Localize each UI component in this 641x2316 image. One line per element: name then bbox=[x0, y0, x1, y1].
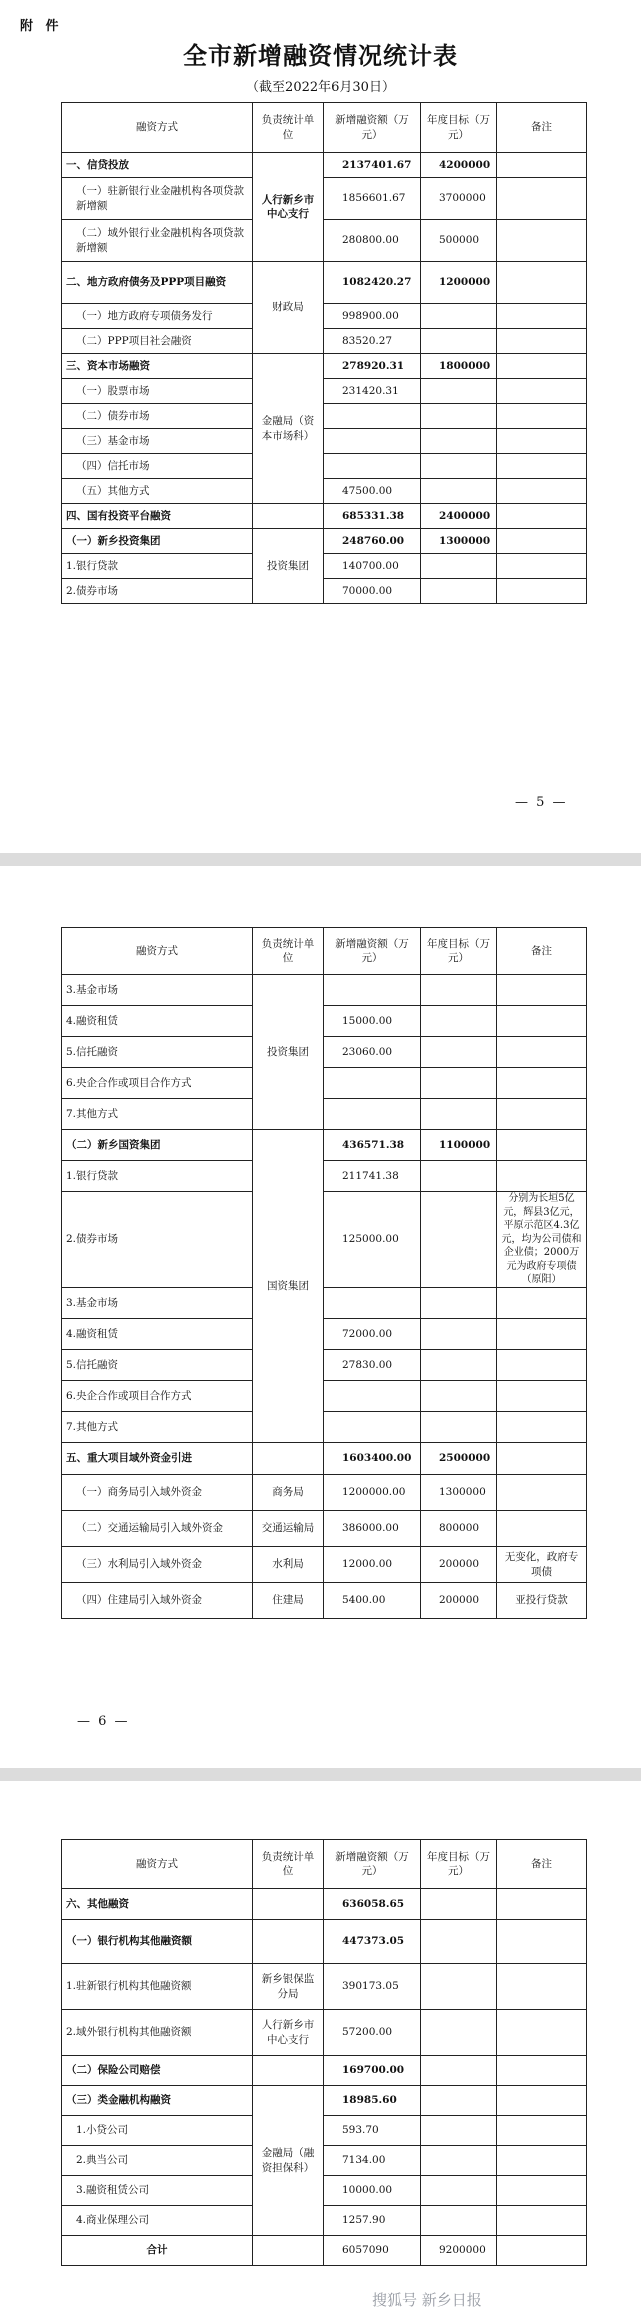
row-goal: 800000 bbox=[421, 1511, 497, 1547]
table-row bbox=[62, 354, 587, 379]
row-method: （一）股票市场 bbox=[62, 379, 253, 404]
row-note: 无变化，政府专项债 bbox=[497, 1547, 587, 1583]
row-goal: 2400000 bbox=[421, 504, 497, 529]
row-method: （二）保险公司赔偿 bbox=[62, 2056, 253, 2086]
table-row bbox=[62, 304, 587, 329]
row-amount: 280800.00 bbox=[324, 220, 421, 262]
col-header-goal: 年度目标（万元） bbox=[421, 928, 497, 975]
row-unit bbox=[253, 1443, 324, 1475]
row-unit: 人行新乡市中心支行 bbox=[253, 153, 324, 262]
row-unit: 住建局 bbox=[253, 1583, 324, 1619]
table-row bbox=[62, 1583, 587, 1619]
row-goal bbox=[421, 1381, 497, 1412]
row-note bbox=[497, 2116, 587, 2146]
row-note bbox=[497, 579, 587, 604]
table-row bbox=[62, 1964, 587, 2010]
row-note bbox=[497, 1068, 587, 1099]
row-amount: 15000.00 bbox=[324, 1006, 421, 1037]
row-amount: 6057090 bbox=[324, 2236, 421, 2266]
row-amount bbox=[324, 1381, 421, 1412]
row-note bbox=[497, 1350, 587, 1381]
row-goal: 1300000 bbox=[421, 529, 497, 554]
row-unit bbox=[253, 504, 324, 529]
row-amount: 390173.05 bbox=[324, 1964, 421, 2010]
col-header-goal: 年度目标（万元） bbox=[421, 1840, 497, 1889]
row-note bbox=[497, 1161, 587, 1192]
row-goal: 1300000 bbox=[421, 1475, 497, 1511]
row-goal bbox=[421, 454, 497, 479]
row-amount: 447373.05 bbox=[324, 1920, 421, 1964]
row-note bbox=[497, 220, 587, 262]
row-method: 1.驻新银行机构其他融资额 bbox=[62, 1964, 253, 2010]
row-method: 1.银行贷款 bbox=[62, 554, 253, 579]
row-unit: 交通运输局 bbox=[253, 1511, 324, 1547]
row-unit: 商务局 bbox=[253, 1475, 324, 1511]
row-note bbox=[497, 429, 587, 454]
col-header-amount: 新增融资额（万元） bbox=[324, 1840, 421, 1889]
row-goal bbox=[421, 404, 497, 429]
row-method: 4.融资租赁 bbox=[62, 1319, 253, 1350]
row-note bbox=[497, 2010, 587, 2056]
table-row bbox=[62, 2176, 587, 2206]
row-amount: 70000.00 bbox=[324, 579, 421, 604]
page-3 bbox=[0, 1781, 641, 2316]
table-row bbox=[62, 1037, 587, 1068]
table-row bbox=[62, 2116, 587, 2146]
col-header-method: 融资方式 bbox=[62, 1840, 253, 1889]
row-amount: 1082420.27 bbox=[324, 262, 421, 304]
row-note bbox=[497, 454, 587, 479]
row-method: （三）水利局引入域外资金 bbox=[62, 1547, 253, 1583]
col-header-note: 备注 bbox=[497, 1840, 587, 1889]
row-goal: 1800000 bbox=[421, 354, 497, 379]
row-note bbox=[497, 379, 587, 404]
table-row bbox=[62, 404, 587, 429]
row-note bbox=[497, 1099, 587, 1130]
table-row bbox=[62, 220, 587, 262]
row-goal bbox=[421, 579, 497, 604]
page-separator bbox=[0, 1768, 641, 1781]
row-method: 五、重大项目域外资金引进 bbox=[62, 1443, 253, 1475]
table-row bbox=[62, 1475, 587, 1511]
row-method: 5.信托融资 bbox=[62, 1037, 253, 1068]
row-amount: 386000.00 bbox=[324, 1511, 421, 1547]
row-method: 2.域外银行机构其他融资额 bbox=[62, 2010, 253, 2056]
row-goal bbox=[421, 329, 497, 354]
row-unit: 投资集团 bbox=[253, 975, 324, 1130]
table-row bbox=[62, 579, 587, 604]
row-amount: 1603400.00 bbox=[324, 1443, 421, 1475]
table-row bbox=[62, 1288, 587, 1319]
table-row bbox=[62, 1412, 587, 1443]
row-amount: 685331.38 bbox=[324, 504, 421, 529]
row-unit bbox=[253, 1920, 324, 1964]
row-goal: 9200000 bbox=[421, 2236, 497, 2266]
row-note bbox=[497, 1443, 587, 1475]
row-amount: 47500.00 bbox=[324, 479, 421, 504]
col-header-unit: 负责统计单位 bbox=[253, 1840, 324, 1889]
row-unit: 人行新乡市中心支行 bbox=[253, 2010, 324, 2056]
row-unit: 水利局 bbox=[253, 1547, 324, 1583]
row-note bbox=[497, 1130, 587, 1161]
table-row bbox=[62, 2206, 587, 2236]
row-method: （三）基金市场 bbox=[62, 429, 253, 454]
row-method: （二）交通运输局引入域外资金 bbox=[62, 1511, 253, 1547]
row-method: （四）信托市场 bbox=[62, 454, 253, 479]
row-amount: 636058.65 bbox=[324, 1889, 421, 1920]
row-note bbox=[497, 2176, 587, 2206]
watermark: 搜狐号 新乡日报 bbox=[372, 2291, 482, 2309]
row-amount bbox=[324, 1099, 421, 1130]
row-method: （五）其他方式 bbox=[62, 479, 253, 504]
row-method: 1.银行贷款 bbox=[62, 1161, 253, 1192]
row-amount: 72000.00 bbox=[324, 1319, 421, 1350]
row-method: （二）债券市场 bbox=[62, 404, 253, 429]
row-amount bbox=[324, 1412, 421, 1443]
table-row bbox=[62, 2056, 587, 2086]
row-method: 四、国有投资平台融资 bbox=[62, 504, 253, 529]
table-row bbox=[62, 1130, 587, 1161]
page-2 bbox=[0, 866, 641, 1768]
row-method: 2.典当公司 bbox=[62, 2146, 253, 2176]
table-row bbox=[62, 1889, 587, 1920]
row-amount bbox=[324, 404, 421, 429]
row-note bbox=[497, 404, 587, 429]
row-amount: 23060.00 bbox=[324, 1037, 421, 1068]
row-note bbox=[497, 2056, 587, 2086]
table-header-row bbox=[62, 1840, 587, 1889]
row-amount: 2137401.67 bbox=[324, 153, 421, 178]
row-amount: 57200.00 bbox=[324, 2010, 421, 2056]
row-amount: 593.70 bbox=[324, 2116, 421, 2146]
row-amount: 27830.00 bbox=[324, 1350, 421, 1381]
row-amount: 10000.00 bbox=[324, 2176, 421, 2206]
row-amount: 278920.31 bbox=[324, 354, 421, 379]
row-goal bbox=[421, 1288, 497, 1319]
row-note bbox=[497, 504, 587, 529]
row-goal bbox=[421, 2086, 497, 2116]
table-header-row bbox=[62, 103, 587, 153]
row-note bbox=[497, 329, 587, 354]
row-goal: 1200000 bbox=[421, 262, 497, 304]
row-method: （一）银行机构其他融资额 bbox=[62, 1920, 253, 1964]
row-goal bbox=[421, 554, 497, 579]
document-title: 全市新增融资情况统计表 bbox=[183, 41, 458, 70]
page-number: — 5 — bbox=[515, 795, 568, 810]
row-amount: 12000.00 bbox=[324, 1547, 421, 1583]
row-goal bbox=[421, 1920, 497, 1964]
row-amount: 18985.60 bbox=[324, 2086, 421, 2116]
table-row bbox=[62, 1920, 587, 1964]
row-method: （一）地方政府专项债务发行 bbox=[62, 304, 253, 329]
row-method: （一）驻新银行业金融机构各项贷款新增额 bbox=[62, 178, 253, 220]
row-goal bbox=[421, 1192, 497, 1288]
row-note bbox=[497, 1920, 587, 1964]
table-row bbox=[62, 1547, 587, 1583]
row-note bbox=[497, 975, 587, 1006]
row-method: 2.债券市场 bbox=[62, 1192, 253, 1288]
row-note bbox=[497, 1288, 587, 1319]
table-row bbox=[62, 1006, 587, 1037]
document-subtitle: （截至2022年6月30日） bbox=[246, 80, 395, 95]
table-row bbox=[62, 262, 587, 304]
row-unit: 新乡银保监分局 bbox=[253, 1964, 324, 2010]
row-goal: 200000 bbox=[421, 1547, 497, 1583]
row-method: （一）新乡投资集团 bbox=[62, 529, 253, 554]
row-amount: 5400.00 bbox=[324, 1583, 421, 1619]
row-note bbox=[497, 153, 587, 178]
row-method: 3.融资租赁公司 bbox=[62, 2176, 253, 2206]
row-goal bbox=[421, 2146, 497, 2176]
row-method: 3.基金市场 bbox=[62, 1288, 253, 1319]
row-goal bbox=[421, 1068, 497, 1099]
row-method: （四）住建局引入域外资金 bbox=[62, 1583, 253, 1619]
table-row bbox=[62, 975, 587, 1006]
table-row bbox=[62, 178, 587, 220]
row-note bbox=[497, 554, 587, 579]
row-amount bbox=[324, 454, 421, 479]
col-header-unit: 负责统计单位 bbox=[253, 928, 324, 975]
page-number: — 6 — bbox=[77, 1714, 130, 1729]
row-note bbox=[497, 178, 587, 220]
row-amount: 436571.38 bbox=[324, 1130, 421, 1161]
row-goal: 200000 bbox=[421, 1583, 497, 1619]
row-amount bbox=[324, 1068, 421, 1099]
row-unit: 国资集团 bbox=[253, 1130, 324, 1443]
row-goal bbox=[421, 2116, 497, 2146]
col-header-note: 备注 bbox=[497, 103, 587, 153]
table-row bbox=[62, 1161, 587, 1192]
table-row bbox=[62, 454, 587, 479]
row-goal: 2500000 bbox=[421, 1443, 497, 1475]
row-goal bbox=[421, 479, 497, 504]
row-note bbox=[497, 1319, 587, 1350]
table-row bbox=[62, 153, 587, 178]
financing-table-part-2 bbox=[61, 927, 587, 1619]
row-amount: 1856601.67 bbox=[324, 178, 421, 220]
table-row bbox=[62, 1319, 587, 1350]
row-method: 2.债券市场 bbox=[62, 579, 253, 604]
row-amount: 211741.38 bbox=[324, 1161, 421, 1192]
col-header-method: 融资方式 bbox=[62, 103, 253, 153]
row-method: 7.其他方式 bbox=[62, 1099, 253, 1130]
table-row bbox=[62, 504, 587, 529]
col-header-unit: 负责统计单位 bbox=[253, 103, 324, 153]
row-goal bbox=[421, 2010, 497, 2056]
row-amount bbox=[324, 1288, 421, 1319]
row-amount: 248760.00 bbox=[324, 529, 421, 554]
row-goal bbox=[421, 429, 497, 454]
row-goal bbox=[421, 2206, 497, 2236]
row-note bbox=[497, 1037, 587, 1068]
row-goal bbox=[421, 975, 497, 1006]
row-note bbox=[497, 2236, 587, 2266]
row-goal: 4200000 bbox=[421, 153, 497, 178]
row-amount bbox=[324, 429, 421, 454]
row-note bbox=[497, 2206, 587, 2236]
table-row bbox=[62, 529, 587, 554]
row-goal bbox=[421, 1412, 497, 1443]
table-row bbox=[62, 1099, 587, 1130]
row-note bbox=[497, 1006, 587, 1037]
row-goal bbox=[421, 1099, 497, 1130]
table-row-total bbox=[62, 2236, 587, 2266]
row-note bbox=[497, 262, 587, 304]
row-goal bbox=[421, 1006, 497, 1037]
row-amount: 1200000.00 bbox=[324, 1475, 421, 1511]
page-1 bbox=[0, 0, 641, 853]
row-note bbox=[497, 1381, 587, 1412]
row-method: （一）商务局引入域外资金 bbox=[62, 1475, 253, 1511]
row-unit bbox=[253, 2056, 324, 2086]
col-header-note: 备注 bbox=[497, 928, 587, 975]
row-unit: 金融局（资本市场科） bbox=[253, 354, 324, 504]
row-goal: 1100000 bbox=[421, 1130, 497, 1161]
row-note bbox=[497, 354, 587, 379]
table-header-row bbox=[62, 928, 587, 975]
row-note bbox=[497, 529, 587, 554]
row-amount: 998900.00 bbox=[324, 304, 421, 329]
row-method: 4.融资租赁 bbox=[62, 1006, 253, 1037]
row-note: 亚投行贷款 bbox=[497, 1583, 587, 1619]
row-method: （三）类金融机构融资 bbox=[62, 2086, 253, 2116]
row-amount bbox=[324, 975, 421, 1006]
row-goal: 500000 bbox=[421, 220, 497, 262]
col-header-amount: 新增融资额（万元） bbox=[324, 928, 421, 975]
row-amount: 140700.00 bbox=[324, 554, 421, 579]
row-unit bbox=[253, 2236, 324, 2266]
row-note bbox=[497, 304, 587, 329]
row-note bbox=[497, 1475, 587, 1511]
table-row bbox=[62, 554, 587, 579]
table-row bbox=[62, 329, 587, 354]
row-method: 7.其他方式 bbox=[62, 1412, 253, 1443]
table-row bbox=[62, 1511, 587, 1547]
row-unit: 金融局（融资担保科） bbox=[253, 2086, 324, 2236]
table-row bbox=[62, 2010, 587, 2056]
row-method: 二、地方政府债务及PPP项目融资 bbox=[62, 262, 253, 304]
row-note bbox=[497, 479, 587, 504]
attachment-label: 附 件 bbox=[20, 19, 63, 34]
col-header-amount: 新增融资额（万元） bbox=[324, 103, 421, 153]
page-separator bbox=[0, 853, 641, 866]
row-method: 一、信贷投放 bbox=[62, 153, 253, 178]
row-note bbox=[497, 1964, 587, 2010]
row-goal bbox=[421, 1319, 497, 1350]
row-amount: 169700.00 bbox=[324, 2056, 421, 2086]
row-amount: 7134.00 bbox=[324, 2146, 421, 2176]
table-row bbox=[62, 1381, 587, 1412]
table-row bbox=[62, 1068, 587, 1099]
col-header-goal: 年度目标（万元） bbox=[421, 103, 497, 153]
row-unit bbox=[253, 1889, 324, 1920]
row-amount: 231420.31 bbox=[324, 379, 421, 404]
row-goal bbox=[421, 2056, 497, 2086]
row-method: （二）新乡国资集团 bbox=[62, 1130, 253, 1161]
table-row bbox=[62, 2146, 587, 2176]
row-note: 分别为长垣5亿元，辉县3亿元，平原示范区4.3亿元，均为公司债和企业债；2000万元为政府专项债（原阳） bbox=[497, 1192, 587, 1288]
row-amount: 125000.00 bbox=[324, 1192, 421, 1288]
table-row bbox=[62, 1192, 587, 1288]
row-method: 4.商业保理公司 bbox=[62, 2206, 253, 2236]
row-method: （二）PPP项目社会融资 bbox=[62, 329, 253, 354]
row-note bbox=[497, 1889, 587, 1920]
financing-table-part-3 bbox=[61, 1839, 587, 2266]
row-method: 6.央企合作或项目合作方式 bbox=[62, 1381, 253, 1412]
row-method: 合计 bbox=[62, 2236, 253, 2266]
row-goal bbox=[421, 379, 497, 404]
row-note bbox=[497, 1511, 587, 1547]
row-method: 三、资本市场融资 bbox=[62, 354, 253, 379]
table-row bbox=[62, 379, 587, 404]
row-note bbox=[497, 1412, 587, 1443]
row-method: 5.信托融资 bbox=[62, 1350, 253, 1381]
col-header-method: 融资方式 bbox=[62, 928, 253, 975]
row-goal: 3700000 bbox=[421, 178, 497, 220]
row-amount: 83520.27 bbox=[324, 329, 421, 354]
table-row bbox=[62, 429, 587, 454]
table-row bbox=[62, 1350, 587, 1381]
row-goal bbox=[421, 304, 497, 329]
row-unit: 财政局 bbox=[253, 262, 324, 354]
row-method: 3.基金市场 bbox=[62, 975, 253, 1006]
row-note bbox=[497, 2086, 587, 2116]
row-goal bbox=[421, 1964, 497, 2010]
financing-table-part-1 bbox=[61, 102, 587, 604]
table-row bbox=[62, 1443, 587, 1475]
row-method: （二）域外银行业金融机构各项贷款新增额 bbox=[62, 220, 253, 262]
row-amount: 1257.90 bbox=[324, 2206, 421, 2236]
row-goal bbox=[421, 1350, 497, 1381]
row-goal bbox=[421, 2176, 497, 2206]
row-goal bbox=[421, 1889, 497, 1920]
row-goal bbox=[421, 1161, 497, 1192]
row-method: 6.央企合作或项目合作方式 bbox=[62, 1068, 253, 1099]
table-row bbox=[62, 2086, 587, 2116]
row-unit: 投资集团 bbox=[253, 529, 324, 604]
row-method: 1.小贷公司 bbox=[62, 2116, 253, 2146]
row-method: 六、其他融资 bbox=[62, 1889, 253, 1920]
row-note bbox=[497, 2146, 587, 2176]
table-row bbox=[62, 479, 587, 504]
row-goal bbox=[421, 1037, 497, 1068]
